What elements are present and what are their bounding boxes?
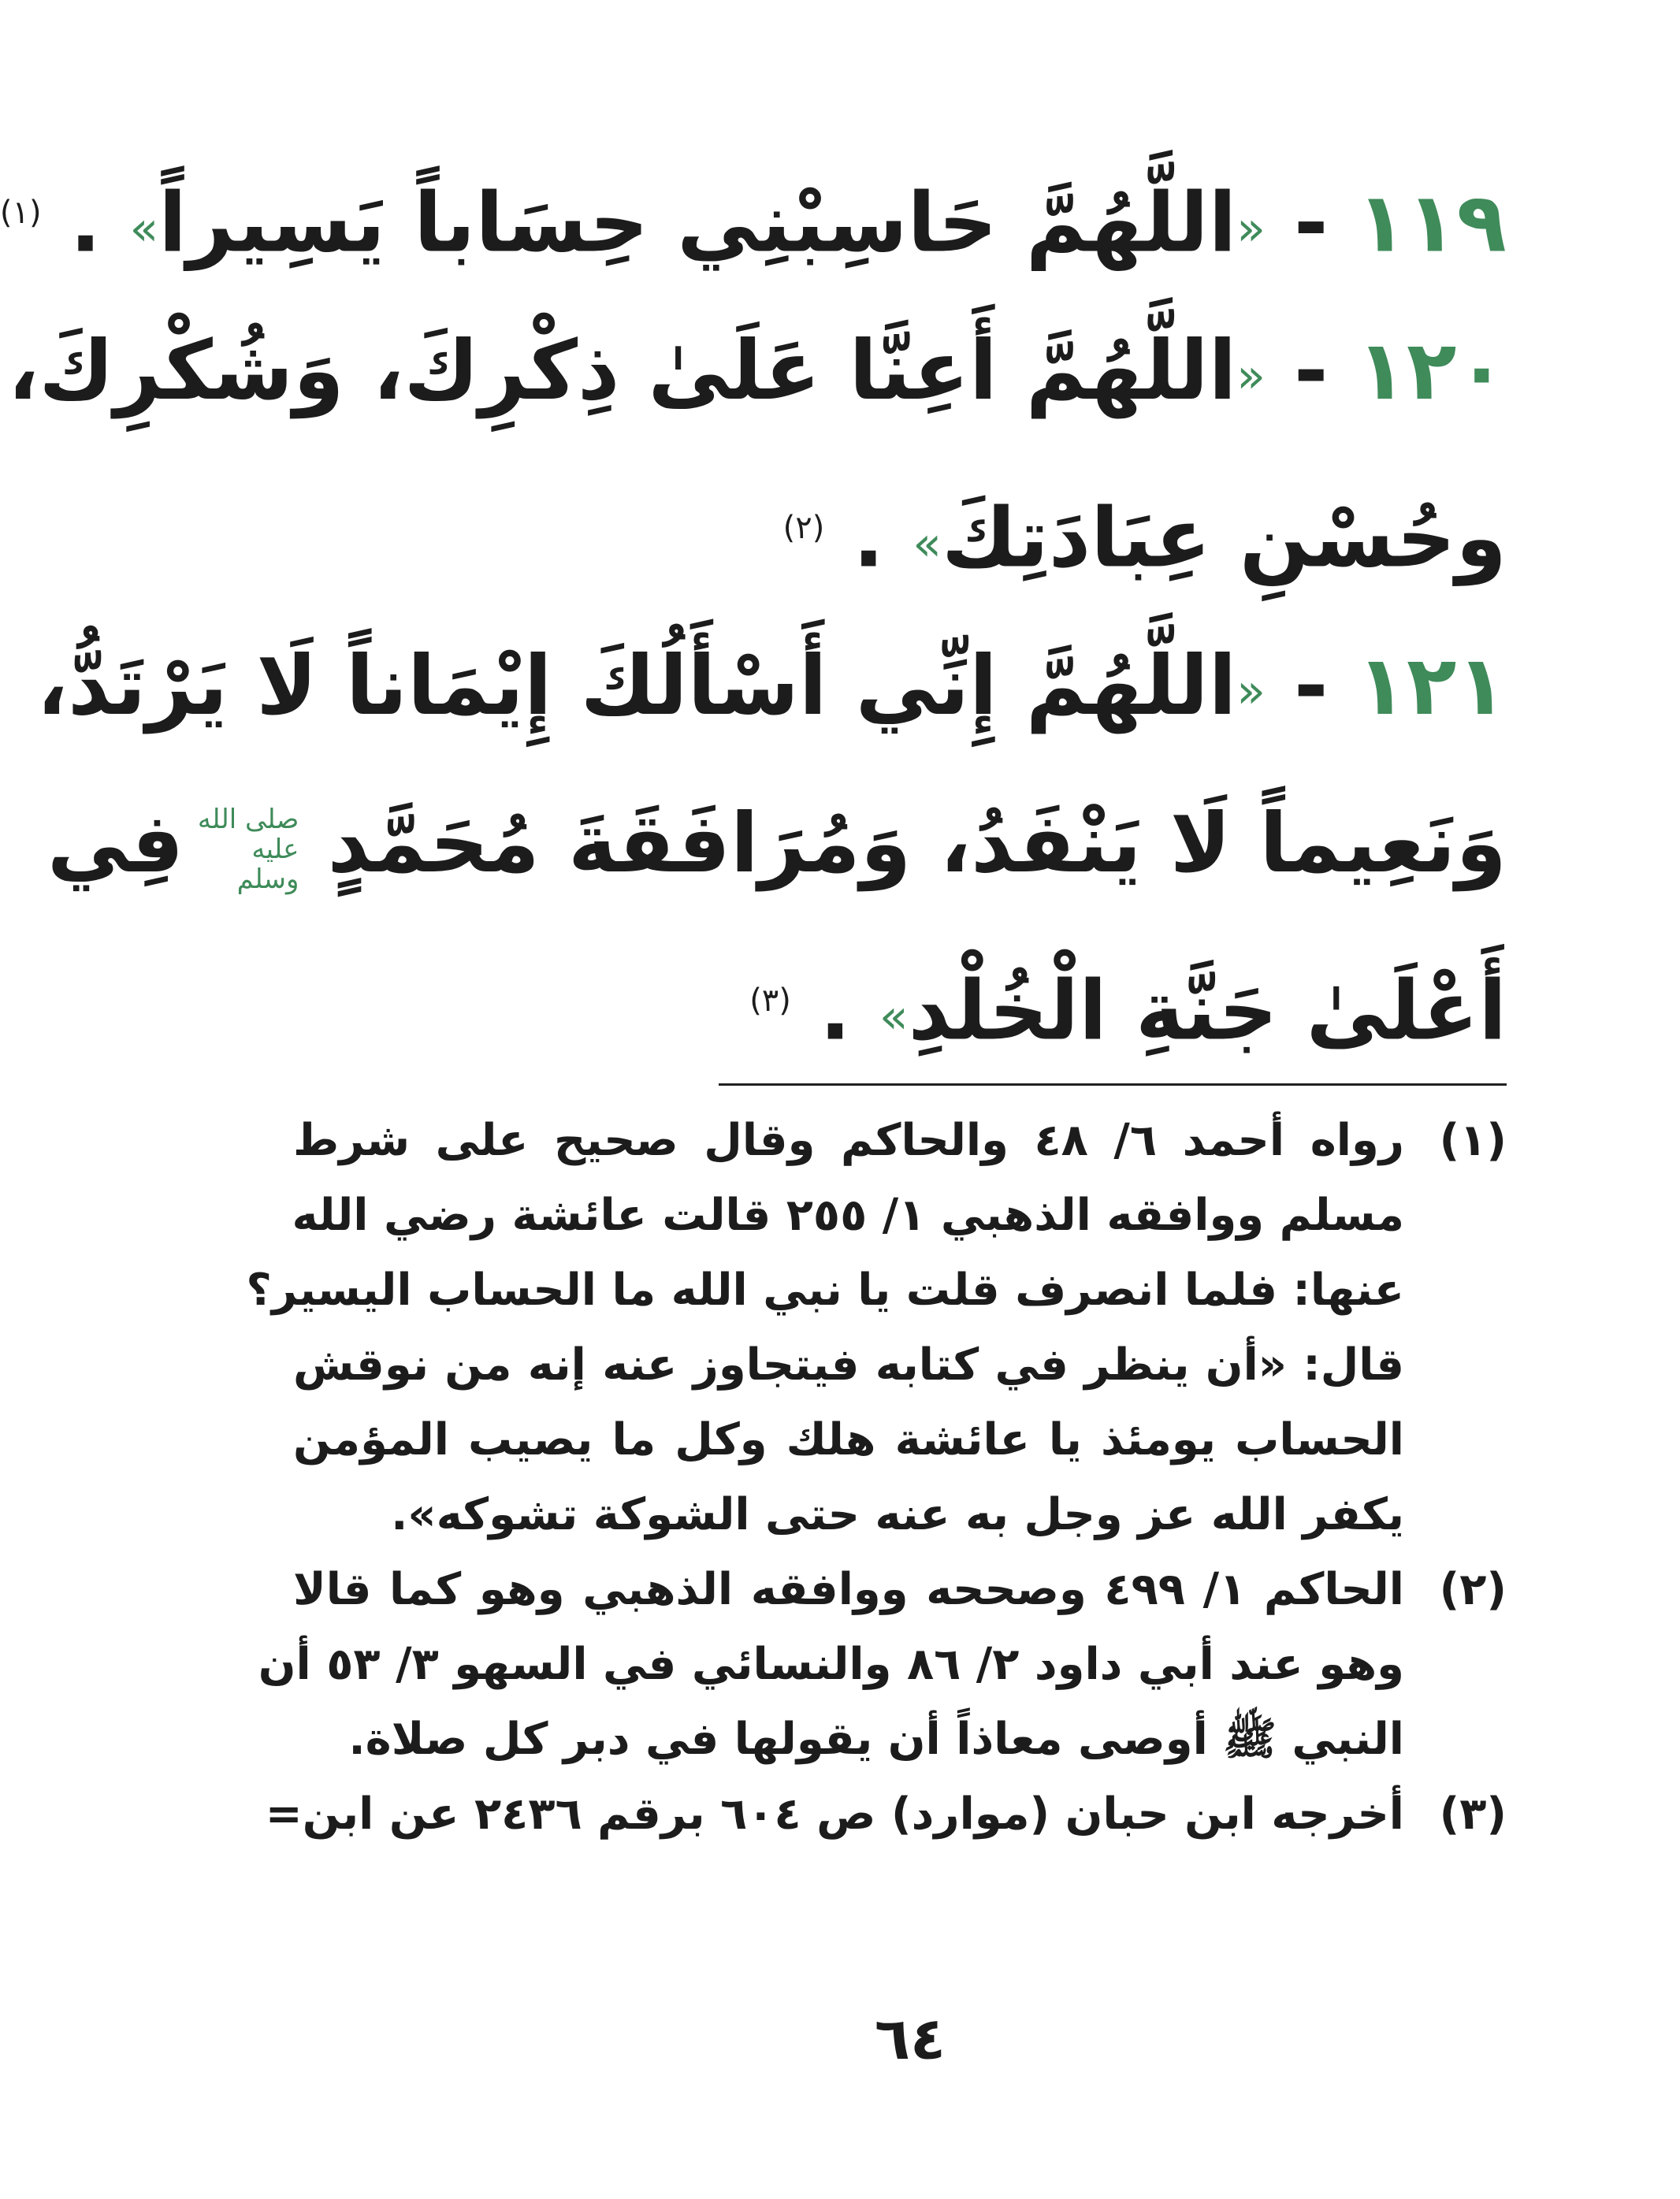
footnote-marker: (٢) [1439, 1564, 1507, 1615]
footnote-1 [246, 1103, 1507, 1552]
footnote-line: رواه أحمد ٦/ ٤٨ والحاكم وقال صحيح على شرط [293, 1115, 1404, 1166]
footnote-ref[interactable]: (٢) [782, 510, 825, 546]
footnote-divider [719, 1083, 1507, 1086]
footnote-ref[interactable]: (٣) [749, 982, 791, 1019]
footnote-marker: (٣) [1439, 1789, 1507, 1840]
salawat-part: صلى الله [197, 803, 299, 835]
dua-120-line-1 [7, 292, 1507, 449]
dua-text: وحُسْنِ عِبَادَتِكَ [941, 489, 1507, 586]
footnote-line: الحساب يومئذ يا عائشة هلك وكل ما يصيب المؤمن [293, 1414, 1404, 1465]
dua-120-line-2 [293, 449, 1507, 607]
dua-period: . [69, 174, 102, 271]
dua-number: ١٢١ [1356, 637, 1507, 734]
dua-text: اللَّهُمَّ أَعِنَّا عَلَىٰ ذِكْرِكَ، وَشُكْرِكَ، [7, 322, 1237, 418]
dua-period: . [853, 489, 885, 586]
footnote-3 [265, 1777, 1507, 1852]
dua-text: اللَّهُمَّ حَاسِبْنِي حِسَاباً يَسِيراً [158, 174, 1237, 271]
dua-number: ١١٩ [1356, 174, 1507, 271]
close-quote: » [879, 989, 909, 1045]
dua-dash: - [1294, 637, 1329, 734]
dua-dash: - [1294, 322, 1329, 418]
footnote-line: يكفر الله عز وجل به عنه حتى الشوكة تشوكه». [391, 1489, 1404, 1540]
footnote-ref[interactable]: (١) [0, 195, 42, 231]
salawat-part: عليه [251, 833, 299, 865]
salawat-part: وسلم [236, 863, 299, 895]
dua-text: اللَّهُمَّ إِنِّي أَسْأَلُكَ إِيْمَاناً لَا يَرْتَدُّ، [36, 637, 1237, 734]
footnote-line: قال: «أن ينظر في كتابه فيتجاوز عنه إنه من نوقش [293, 1339, 1404, 1391]
close-quote: » [129, 201, 159, 257]
dua-121-line-1 [36, 607, 1507, 764]
footnote-line: مسلم ووافقه الذهبي ١/ ٢٥٥ قالت عائشة رضي الله [292, 1190, 1404, 1241]
footnote-line: أخرجه ابن حبان (موارد) ص ٦٠٤ برقم ٢٤٣٦ عن ابن= [265, 1789, 1404, 1840]
page-number: ٦٤ [874, 2005, 946, 2073]
close-quote: » [912, 516, 942, 572]
dua-text: وَنَعِيماً لَا يَنْفَدُ، وَمُرَافَقَةَ مُحَمَّدٍ [327, 795, 1507, 891]
footnote-line: عنها: فلما انصرف قلت يا نبي الله ما الحساب اليسير؟ [246, 1265, 1404, 1316]
footnotes [246, 1103, 1507, 1852]
dua-119 [0, 134, 1507, 292]
salawat-ligature [197, 803, 299, 895]
dua-text: فِي [46, 795, 184, 891]
footnote-marker: (١) [1439, 1115, 1507, 1166]
footnote-line: وهو عند أبي داود ٢/ ٨٦ والنسائي في السهو ٣/ ٥٣ أن [258, 1639, 1404, 1690]
footnote-line: الحاكم ١/ ٤٩٩ وصححه ووافقه الذهبي وهو كما قالا [293, 1564, 1405, 1615]
open-quote: « [1236, 201, 1266, 257]
dua-number: ١٢٠ [1356, 322, 1507, 418]
dua-121-line-2 [46, 764, 1507, 922]
dua-121-line-3 [293, 922, 1507, 1079]
open-quote: « [1236, 663, 1266, 719]
dua-dash: - [1294, 174, 1329, 271]
open-quote: « [1236, 348, 1266, 404]
dua-text: أَعْلَىٰ جَنَّةِ الْخُلْدِ [908, 962, 1507, 1059]
dua-list [0, 134, 1507, 1079]
footnote-2 [258, 1552, 1507, 1777]
dua-period: . [820, 962, 851, 1059]
footnote-line: النبي ﷺ أوصى معاذاً أن يقولها في دبر كل صلاة. [348, 1714, 1404, 1765]
